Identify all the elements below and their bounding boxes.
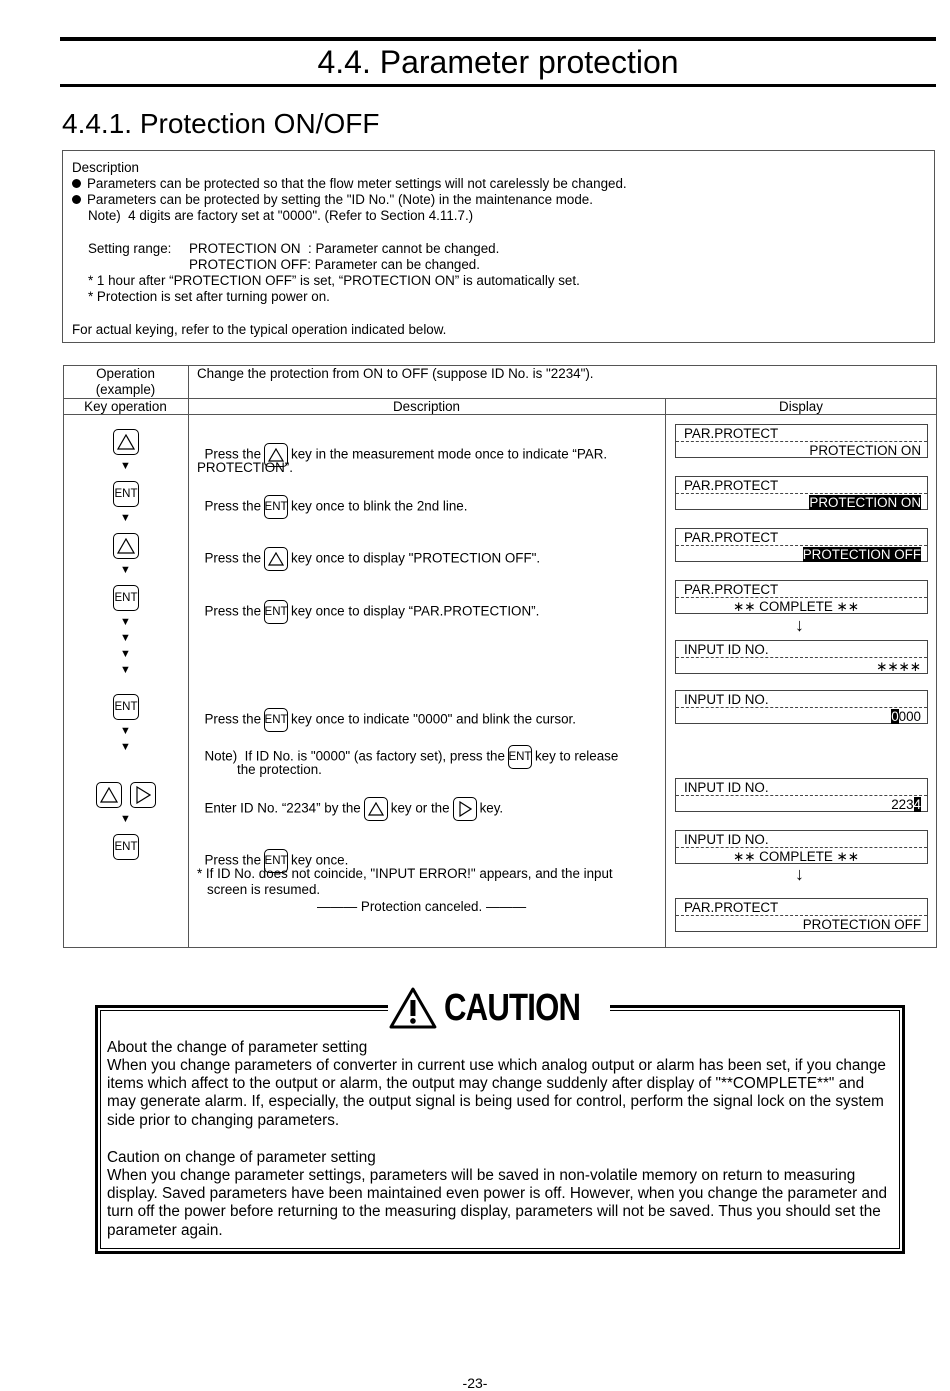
step-text: key to release [534,748,619,764]
error-note: * If ID No. does not coincide, "INPUT ERROR!" appears, and the input [197,866,613,881]
col-header-display: Display [779,399,823,414]
lcd-divider [676,597,927,598]
lcd-line-2-highlighted: PROTECTION ON [809,495,921,510]
caution-header [388,982,610,1034]
lcd-display [675,778,928,812]
step-2-text [197,480,467,519]
operation-label [63,366,188,398]
step-text: key or the [390,800,450,816]
down-arrow-icon: ↓ [795,615,804,635]
lcd-divider [676,441,927,442]
up-key[interactable] [113,533,139,559]
lcd-divider [676,493,927,494]
down-arrow-icon: ▼ [120,564,131,576]
caution-paragraph-1-title: About the change of parameter setting [107,1039,368,1056]
down-arrow-icon: ▼ [120,813,131,825]
description-box [62,150,935,343]
factory-note: Note) 4 digits are factory set at "0000". (Refer to Section 4.11.7.) [88,208,474,223]
lcd-cursor: 4 [913,797,921,812]
ent-key[interactable]: ENT [113,585,139,611]
ent-key[interactable]: ENT [113,834,139,860]
bullet-text: Parameters can be protected so that the flow meter settings will not carelessly be changed. [87,176,627,191]
operation-label-line2: (example) [95,382,156,397]
lcd-divider [676,847,927,848]
lcd-divider [676,915,927,916]
step-6-text [197,782,503,821]
col-divider [665,398,666,948]
step-text: Enter ID No. “2234” by the [204,800,361,816]
step-text: key in the measurement mode once to indicate “PAR. [291,446,608,462]
lcd-display [675,830,928,864]
lcd-display [675,690,928,724]
col-divider [188,365,189,948]
bullet-item [72,176,627,192]
up-triangle-icon [117,434,135,450]
up-key[interactable] [96,782,122,808]
lcd-display [675,424,928,458]
lcd-display [675,580,928,614]
step-text: Press the [204,603,262,619]
star-note-1: * 1 hour after “PROTECTION OFF” is set, “PROTECTION ON” is automatically set. [88,273,580,288]
right-triangle-icon [135,786,151,804]
caution-paragraph-1: When you change parameters of converter in current use which analog output or alarm has been set, if you change items which affect to the output or alarm, the output may change suddenly after display of "**COMPLETE**" and may generate alarm. If, especially, the output signal is being used for control, perform the signal lock on the system side prior to changing parameters. [107,1057,886,1129]
ent-key[interactable]: ENT [113,694,139,720]
lcd-line-2: ∗∗ COMPLETE ∗∗ [733,849,859,864]
lcd-line-2-highlighted: PROTECTION OFF [802,547,921,562]
operation-label-line1: Operation [96,366,155,381]
lcd-line-2: PROTECTION OFF [802,917,921,932]
lcd-line-2 [891,709,921,724]
step-text: key once to blink the 2nd line. [291,498,468,514]
warning-triangle-icon [388,986,438,1030]
ent-key-inline: ENT [264,600,288,624]
bullet-icon [72,179,81,188]
lcd-line-1: PAR.PROTECT [684,478,779,493]
ent-key-inline: ENT [508,745,532,769]
subsection-title: 4.4.1. Protection ON/OFF [62,108,380,139]
step-text: key once. [291,852,349,868]
section-title: 4.4. Parameter protection [317,44,679,80]
range-on: PROTECTION ON : Parameter cannot be changed. [189,241,500,256]
down-arrow-icon: ▼ [120,512,131,524]
lcd-display [675,528,928,562]
description-heading: Description [72,160,139,175]
bullet-item [72,192,593,208]
down-arrow-icon: ▼ [120,632,131,644]
caution-paragraph-2: When you change parameter settings, parameters will be saved in non-volatile memory on return to measuring display. Saved parameters have been maintained even power is off. However, when you change the parameter and turn off the power before returning to the measuring display, parameters will not be saved. Thus you should set the parameter again. [107,1167,888,1239]
up-triangle-icon [100,787,118,803]
up-triangle-icon [268,552,284,566]
step-5-text [197,693,576,732]
lcd-line-2: ∗∗ COMPLETE ∗∗ [733,599,859,614]
lcd-line-1: INPUT ID NO. [684,832,769,847]
lcd-divider [676,545,927,546]
lcd-divider [676,707,927,708]
step-text: Press the [204,711,262,727]
up-triangle-icon [117,538,135,554]
caution-paragraph-2-title: Caution on change of parameter setting [107,1149,376,1166]
col-header-key: Key operation [84,399,167,414]
ent-key-inline: ENT [264,708,288,732]
lcd-display [675,898,928,932]
step-3-text [197,532,540,571]
lcd-digits: 000 [898,709,921,724]
step-text: key once to display “PAR.PROTECTION”. [291,603,540,619]
caution-title: CAUTION [443,986,581,1029]
col-header-description: Description [393,399,460,414]
up-key[interactable] [113,429,139,455]
ent-key-inline: ENT [264,849,288,873]
protection-canceled: ――― Protection canceled. ――― [317,899,527,914]
lcd-line-1: PAR.PROTECT [684,582,779,597]
down-arrow-icon: ▼ [120,725,131,737]
step-note-text-cont: the protection. [237,762,322,777]
lcd-line-1: INPUT ID NO. [684,692,769,707]
step-text: Press the [204,498,262,514]
down-arrow-icon: ↓ [795,864,804,884]
up-key-inline [364,797,388,821]
up-key-inline [264,547,288,571]
top-rule [60,37,936,41]
bullet-icon [72,195,81,204]
title-underline [60,84,936,87]
right-key-inline [453,797,477,821]
ent-key[interactable]: ENT [113,481,139,507]
range-label: Setting range: [88,241,172,256]
lcd-display [675,476,928,510]
lcd-line-1: PAR.PROTECT [684,426,779,441]
operation-value: Change the protection from ON to OFF (suppose ID No. is "2234"). [197,366,594,381]
step-text: key once to display "PROTECTION OFF". [291,550,541,566]
lcd-divider [676,795,927,796]
star-note-2: * Protection is set after turning power on. [88,289,330,304]
ent-key-inline: ENT [264,495,288,519]
lcd-line-1: PAR.PROTECT [684,530,779,545]
lcd-line-2 [891,797,921,812]
step-text: Press the [204,852,262,868]
lcd-line-2: PROTECTION ON [809,443,921,458]
lcd-line-2: ∗∗∗∗ [876,659,921,674]
step-text: Note) If ID No. is "0000" (as factory set), press the [204,748,505,764]
step-text: key. [479,800,504,816]
step-text: key once to indicate "0000" and blink the cursor. [291,711,576,727]
step-text: Press the [204,550,262,566]
lcd-divider [676,657,927,658]
lcd-line-1: PAR.PROTECT [684,900,779,915]
description-footer: For actual keying, refer to the typical operation indicated below. [72,322,447,337]
down-arrow-icon: ▼ [120,648,131,660]
down-arrow-icon: ▼ [120,616,131,628]
lcd-cursor: 0 [891,709,899,724]
down-arrow-icon: ▼ [120,460,131,472]
down-arrow-icon: ▼ [120,741,131,753]
error-note-cont: screen is resumed. [207,882,321,897]
step-text: Press the [204,446,262,462]
down-arrow-icon: ▼ [120,664,131,676]
range-off: PROTECTION OFF: Parameter can be changed. [189,257,480,272]
right-key[interactable] [130,782,156,808]
lcd-display [675,640,928,674]
lcd-line-1: INPUT ID NO. [684,780,769,795]
up-triangle-icon [368,802,384,816]
lcd-line-1: INPUT ID NO. [684,642,769,657]
bullet-text: Parameters can be protected by setting the "ID No." (Note) in the maintenance mode. [87,192,593,207]
right-triangle-icon [458,801,472,817]
page-number: -23- [462,1375,488,1391]
step-1-text-cont: PROTECTION”. [197,460,293,475]
lcd-digits: 223 [891,797,914,812]
step-4-text [197,585,539,624]
